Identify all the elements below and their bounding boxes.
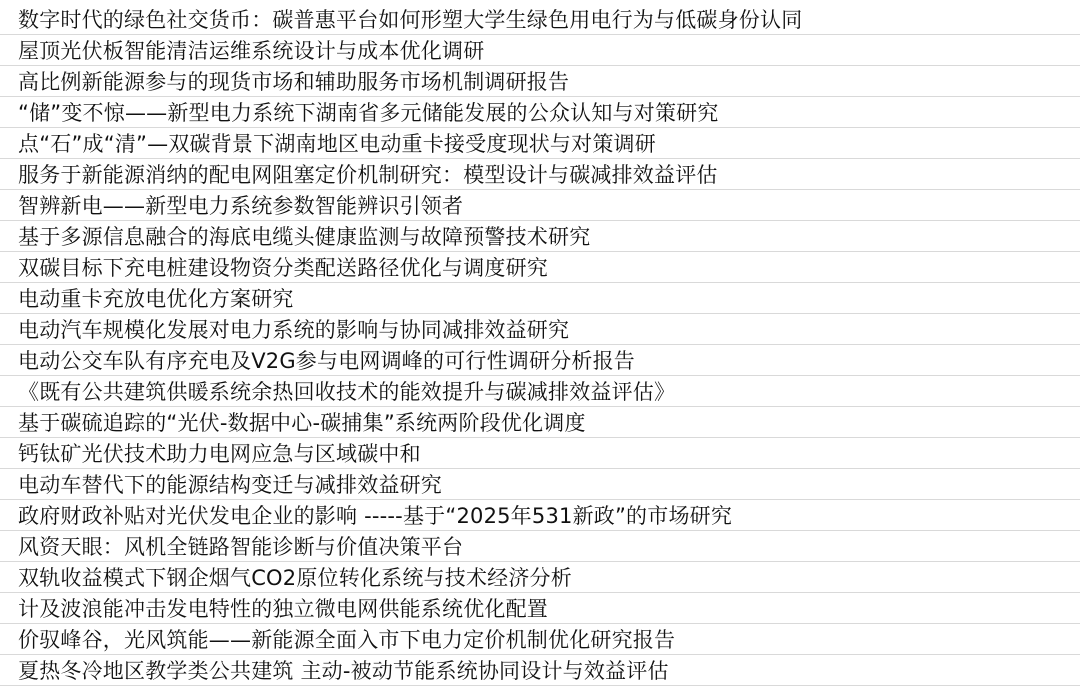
list-item-text: 电动车替代下的能源结构变迁与减排效益研究 [18, 473, 442, 497]
list-item [0, 469, 1080, 500]
list-item-text: 电动重卡充放电优化方案研究 [18, 287, 294, 311]
list-item [0, 500, 1080, 531]
list-item-text: 风资天眼：风机全链路智能诊断与价值决策平台 [18, 535, 464, 559]
list-item [0, 97, 1080, 128]
list-item [0, 221, 1080, 252]
list-item-text: 夏热冬冷地区教学类公共建筑 主动-被动节能系统协同设计与效益评估 [18, 659, 669, 683]
list-item [0, 190, 1080, 221]
list-item-text: 钙钛矿光伏技术助力电网应急与区域碳中和 [18, 442, 421, 466]
list-item [0, 407, 1080, 438]
list-item-text: 高比例新能源参与的现货市场和辅助服务市场机制调研报告 [18, 70, 570, 94]
title-list [0, 4, 1080, 686]
list-item [0, 531, 1080, 562]
list-item-text: 电动公交车队有序充电及V2G参与电网调峰的可行性调研分析报告 [18, 349, 635, 373]
list-item-text: 屋顶光伏板智能清洁运维系统设计与成本优化调研 [18, 39, 485, 63]
list-item-text: 基于碳硫追踪的“光伏-数据中心-碳捕集”系统两阶段优化调度 [18, 411, 586, 435]
list-item-text: 《既有公共建筑供暖系统余热回收技术的能效提升与碳减排效益评估》 [18, 380, 676, 404]
list-item [0, 593, 1080, 624]
list-item-text: 电动汽车规模化发展对电力系统的影响与协同减排效益研究 [18, 318, 570, 342]
list-item [0, 4, 1080, 35]
list-item [0, 376, 1080, 407]
list-item-text: 政府财政补贴对光伏发电企业的影响 -----基于“2025年531新政”的市场研究 [18, 504, 733, 528]
list-item-text: 点“石”成“清”—双碳背景下湖南地区电动重卡接受度现状与对策调研 [18, 132, 656, 156]
list-item [0, 624, 1080, 655]
list-item-text: 计及波浪能冲击发电特性的独立微电网供能系统优化配置 [18, 597, 548, 621]
list-item-text: 服务于新能源消纳的配电网阻塞定价机制研究：模型设计与碳减排效益评估 [18, 163, 718, 187]
list-item [0, 314, 1080, 345]
list-item [0, 438, 1080, 469]
list-item-text: 基于多源信息融合的海底电缆头健康监测与故障预警技术研究 [18, 225, 591, 249]
list-item [0, 128, 1080, 159]
list-item [0, 35, 1080, 66]
list-item-text: “储”变不惊——新型电力系统下湖南省多元储能发展的公众认知与对策研究 [18, 101, 719, 125]
list-item-text: 价驭峰谷，光风筑能——新能源全面入市下电力定价机制优化研究报告 [18, 628, 676, 652]
list-item-text: 智辨新电——新型电力系统参数智能辨识引领者 [18, 194, 464, 218]
list-item [0, 283, 1080, 314]
list-item [0, 159, 1080, 190]
list-item [0, 252, 1080, 283]
list-item [0, 66, 1080, 97]
list-item-text: 双碳目标下充电桩建设物资分类配送路径优化与调度研究 [18, 256, 548, 280]
list-item-text: 数字时代的绿色社交货币：碳普惠平台如何形塑大学生绿色用电行为与低碳身份认同 [18, 8, 803, 32]
list-item [0, 655, 1080, 686]
list-item [0, 562, 1080, 593]
list-item [0, 345, 1080, 376]
list-item-text: 双轨收益模式下钢企烟气CO2原位转化系统与技术经济分析 [18, 566, 572, 590]
